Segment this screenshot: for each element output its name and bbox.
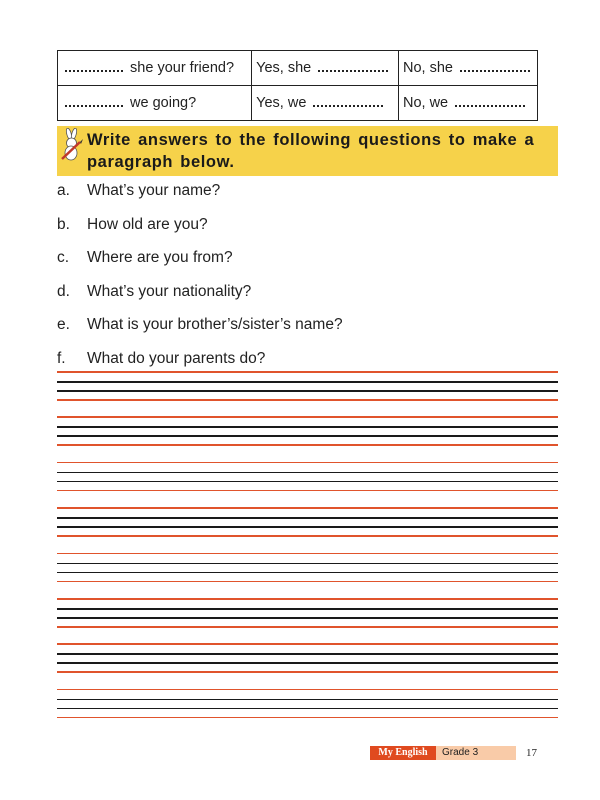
writing-line-black	[57, 526, 558, 528]
writing-line-black	[57, 653, 558, 655]
instruction-text: Write answers to the following questions to make a paragraph below.	[87, 131, 535, 171]
writing-line-black	[57, 381, 558, 383]
list-item: c. Where are you from?	[57, 249, 233, 267]
writing-line-red	[57, 399, 558, 401]
writing-line-black	[57, 426, 558, 428]
yes-text: Yes, she	[256, 60, 312, 76]
writing-line-red	[57, 671, 558, 673]
list-item: b. How old are you?	[57, 215, 208, 233]
no-text: No, we	[402, 95, 449, 111]
brand-label: My English	[370, 746, 436, 760]
writing-line-black	[57, 608, 558, 610]
writing-line-black	[57, 481, 558, 483]
writing-line-red	[57, 490, 558, 492]
writing-line-red	[57, 444, 558, 446]
writing-line-black	[57, 390, 558, 392]
list-item: a. What’s your name?	[57, 182, 221, 199]
writing-line-black	[57, 617, 558, 619]
writing-line-red	[57, 689, 558, 691]
writing-line-red	[57, 371, 558, 373]
list-item: f. What do your parents do?	[57, 349, 266, 367]
writing-line-red	[57, 553, 558, 555]
question-text: we going?	[130, 95, 197, 111]
writing-line-black	[57, 472, 558, 474]
writing-line-red	[57, 535, 558, 537]
writing-line-red	[57, 462, 558, 464]
writing-line-black	[57, 572, 558, 574]
writing-line-black	[57, 662, 558, 664]
writing-line-black	[57, 435, 558, 437]
writing-line-red	[57, 626, 558, 628]
writing-line-red	[57, 416, 558, 418]
writing-line-red	[57, 717, 558, 719]
no-text: No, she	[402, 60, 453, 76]
writing-line-red	[57, 581, 558, 583]
writing-lines-area[interactable]	[57, 0, 558, 800]
writing-line-black	[57, 699, 558, 701]
question-text: she your friend?	[130, 60, 235, 76]
grade-label: Grade 3	[436, 746, 516, 760]
writing-line-red	[57, 507, 558, 509]
list-item: d. What’s your nationality?	[57, 282, 252, 300]
yes-text: Yes, we	[256, 95, 307, 111]
writing-line-black	[57, 517, 558, 519]
page-number: 17	[526, 747, 537, 759]
writing-line-black	[57, 563, 558, 565]
writing-line-red	[57, 598, 558, 600]
footer-badge	[370, 746, 516, 760]
writing-line-black	[57, 708, 558, 710]
writing-line-red	[57, 643, 558, 645]
list-item: e. What is your brother’s/sister’s name?	[57, 316, 343, 334]
